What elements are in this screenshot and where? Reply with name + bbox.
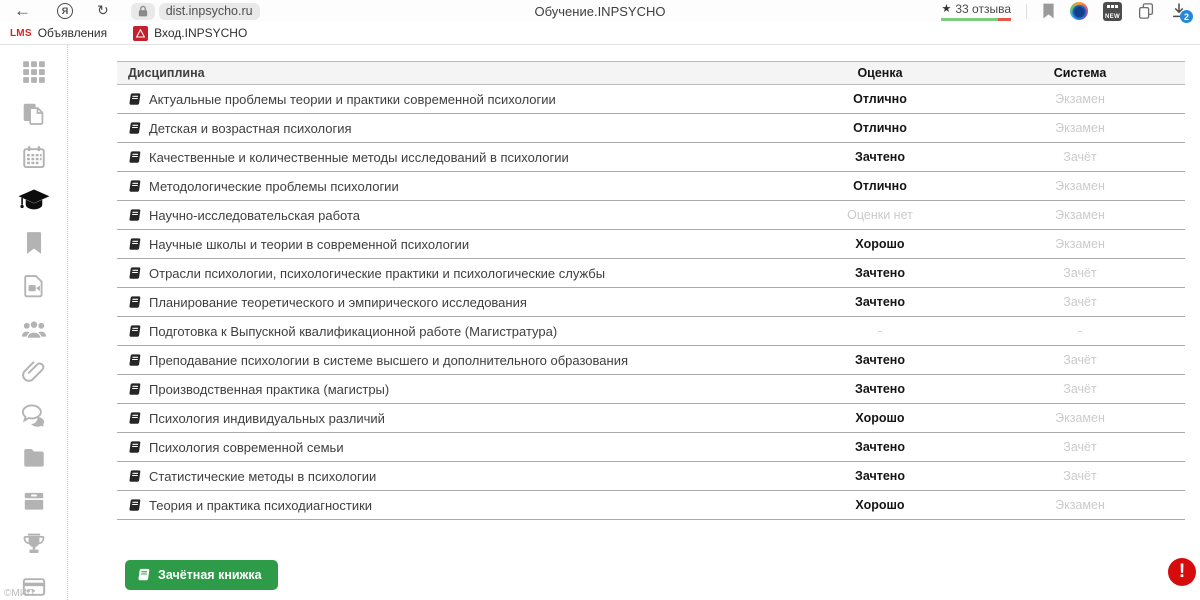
star-icon: ★ (941, 3, 952, 15)
copy-icon (21, 101, 47, 127)
grid-icon (21, 58, 47, 84)
main-area (0, 45, 1200, 600)
book-icon (128, 324, 142, 338)
table-body (117, 85, 1185, 520)
system-value: Зачёт (1063, 150, 1097, 164)
downloads-button[interactable] (1170, 1, 1190, 21)
grades-table (117, 61, 1185, 520)
trophy-icon (21, 531, 47, 557)
bookmark-flag-icon[interactable] (1042, 3, 1055, 19)
yandex-icon[interactable]: Я (57, 3, 73, 19)
mip-favicon (133, 26, 148, 41)
table-row[interactable] (117, 288, 1185, 317)
book-icon (128, 150, 142, 164)
discipline-name: Теория и практика психодиагностики (149, 497, 373, 513)
system-value: Экзамен (1055, 121, 1105, 135)
sidebar-item-materials[interactable] (16, 101, 52, 127)
book-icon (128, 237, 142, 251)
sidebar-item-apps[interactable] (16, 58, 52, 84)
sidebar-item-bookmarks[interactable] (16, 230, 52, 256)
book-icon (128, 121, 142, 135)
refresh-icon[interactable]: ↻ (97, 2, 109, 18)
system-value: - (1077, 324, 1083, 338)
bookmark-label: Вход.INPSYCHO (154, 26, 248, 40)
book-icon (128, 411, 142, 425)
table-row[interactable] (117, 317, 1185, 346)
column-header-system: Система (1053, 66, 1107, 80)
copyright-label: ©МИП (4, 588, 35, 599)
new-badge: NEW (1105, 13, 1120, 20)
bookmark-item-login[interactable] (133, 26, 247, 41)
toolbar-divider (1026, 4, 1027, 19)
collections-icon[interactable] (1137, 2, 1155, 20)
discipline-name: Психология индивидуальных различий (149, 410, 385, 426)
grade-value: Оценки нет (847, 208, 913, 222)
discipline-name: Планирование теоретического и эмпирического исследования (149, 294, 527, 310)
table-row[interactable] (117, 433, 1185, 462)
book-icon (128, 353, 142, 367)
system-value: Экзамен (1055, 237, 1105, 251)
sidebar-item-achievements[interactable] (16, 531, 52, 557)
table-row[interactable] (117, 143, 1185, 172)
back-icon[interactable]: ← (14, 0, 31, 20)
sidebar-item-education[interactable] (16, 187, 52, 213)
column-header-grade: Оценка (857, 66, 903, 80)
book-icon (128, 440, 142, 454)
system-value: Зачёт (1063, 382, 1097, 396)
grade-value: Зачтено (855, 150, 905, 164)
extension-new-icon[interactable] (1103, 2, 1122, 21)
bookmark-label: Объявления (37, 26, 108, 40)
table-row[interactable] (117, 346, 1185, 375)
calendar-icon (21, 144, 47, 170)
table-row[interactable] (117, 201, 1185, 230)
table-header (117, 61, 1185, 85)
address-bar[interactable]: dist.inpsycho.ru (159, 3, 260, 20)
sidebar-item-files[interactable] (16, 445, 52, 471)
download-count-badge: 2 (1180, 10, 1193, 23)
grade-value: Зачтено (855, 469, 905, 483)
system-value: Зачёт (1063, 266, 1097, 280)
discipline-name: Отрасли психологии, психологические практики и психологические службы (149, 265, 606, 281)
discipline-name: Статистические методы в психологии (149, 468, 377, 484)
page-title: Обучение.INPSYCHO (534, 3, 666, 19)
paperclip-icon (21, 359, 47, 385)
graduation-cap-icon (17, 188, 51, 213)
alert-icon[interactable]: ! (1168, 558, 1196, 586)
grade-value: Зачтено (855, 382, 905, 396)
users-icon (21, 316, 47, 342)
browser-toolbar (0, 0, 1200, 22)
column-header-discipline: Дисциплина (128, 66, 205, 80)
grade-value: Хорошо (855, 411, 905, 425)
extension-browser-icon[interactable] (1070, 2, 1088, 20)
lms-favicon: LMS (10, 27, 32, 39)
archive-box-icon (21, 488, 47, 514)
discipline-name: Научные школы и теории в современной психологии (149, 236, 470, 252)
sidebar-item-community[interactable] (16, 316, 52, 342)
discipline-name: Научно-исследовательская работа (149, 207, 361, 223)
sidebar-item-video[interactable] (16, 273, 52, 299)
discipline-name: Качественные и количественные методы исследований в психологии (149, 149, 569, 165)
book-icon (128, 295, 142, 309)
book-icon (128, 266, 142, 280)
grade-value: Зачтено (855, 295, 905, 309)
sidebar-item-attachments[interactable] (16, 359, 52, 385)
site-security-pill[interactable] (131, 3, 155, 20)
content-area (68, 45, 1200, 600)
bookmark-item-announcements[interactable] (10, 26, 107, 40)
grade-value: Зачтено (855, 440, 905, 454)
grade-value: - (877, 324, 883, 338)
grade-value: Отлично (853, 121, 907, 135)
gradebook-button-label: Зачётная книжка (158, 567, 262, 582)
system-value: Экзамен (1055, 498, 1105, 512)
site-reviews[interactable] (941, 2, 1011, 21)
system-value: Экзамен (1055, 208, 1105, 222)
lock-icon (138, 5, 148, 17)
book-icon (128, 92, 142, 106)
bookmark-icon (21, 230, 47, 256)
table-row[interactable] (117, 404, 1185, 433)
table-row[interactable] (117, 172, 1185, 201)
book-icon (128, 179, 142, 193)
table-row[interactable] (117, 462, 1185, 491)
system-value: Зачёт (1063, 469, 1097, 483)
discipline-name: Актуальные проблемы теории и практики современной психологии (149, 91, 556, 107)
rating-bar (941, 18, 1011, 21)
discipline-name: Преподавание психологии в системе высшего и дополнительного образования (149, 352, 628, 368)
book-icon (128, 469, 142, 483)
table-row[interactable] (117, 375, 1185, 404)
book-icon (137, 567, 151, 582)
system-value: Экзамен (1055, 179, 1105, 193)
grade-value: Хорошо (855, 498, 905, 512)
discipline-name: Производственная практика (магистры) (149, 381, 390, 397)
gradebook-button[interactable] (125, 560, 278, 590)
discipline-name: Подготовка к Выпускной квалификационной работе (Магистратура) (149, 323, 558, 339)
book-icon (128, 498, 142, 512)
system-value: Экзамен (1055, 92, 1105, 106)
discipline-name: Методологические проблемы психологии (149, 178, 399, 194)
chat-icon (21, 402, 47, 428)
system-value: Зачёт (1063, 440, 1097, 454)
grade-value: Зачтено (855, 353, 905, 367)
discipline-name: Психология современной семьи (149, 439, 344, 455)
table-row[interactable] (117, 114, 1185, 143)
system-value: Зачёт (1063, 295, 1097, 309)
video-file-icon (21, 273, 47, 299)
grade-value: Отлично (853, 92, 907, 106)
table-row[interactable] (117, 230, 1185, 259)
sidebar (0, 45, 68, 600)
sidebar-item-messages[interactable] (16, 402, 52, 428)
table-row[interactable] (117, 259, 1185, 288)
system-value: Экзамен (1055, 411, 1105, 425)
table-row[interactable] (117, 85, 1185, 114)
bookmarks-bar (0, 22, 1200, 45)
book-icon (128, 208, 142, 222)
book-icon (128, 382, 142, 396)
grade-value: Зачтено (855, 266, 905, 280)
grade-value: Хорошо (855, 237, 905, 251)
folder-icon (21, 445, 47, 471)
sidebar-item-archive[interactable] (16, 488, 52, 514)
sidebar-item-calendar[interactable] (16, 144, 52, 170)
reviews-count-label: 33 отзыва (955, 1, 1011, 16)
system-value: Зачёт (1063, 353, 1097, 367)
discipline-name: Детская и возрастная психология (149, 120, 352, 136)
table-row[interactable] (117, 491, 1185, 520)
grade-value: Отлично (853, 179, 907, 193)
